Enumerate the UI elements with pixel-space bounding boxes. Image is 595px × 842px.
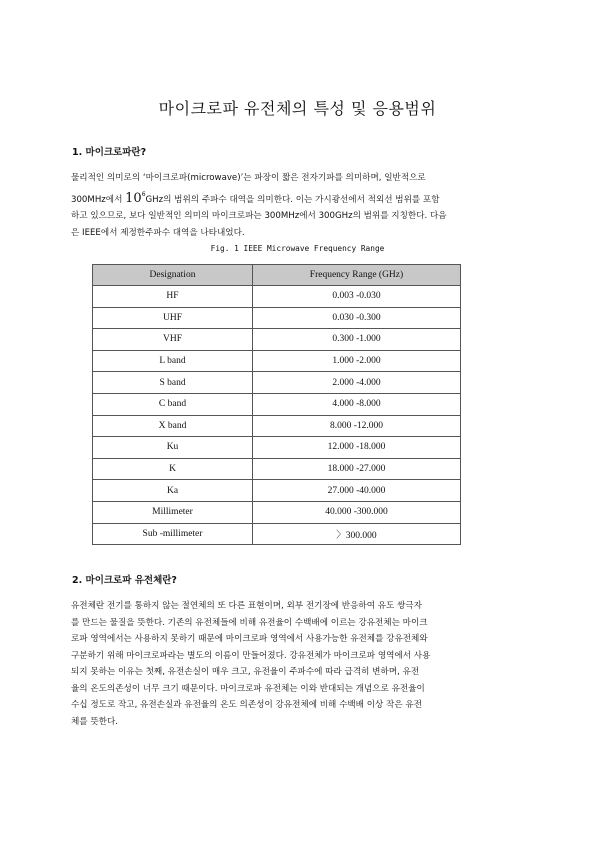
frequency-range-cell: 0.300 -1.000 (253, 329, 461, 351)
frequency-range-cell: 12.000 -18.000 (253, 437, 461, 459)
frequency-table (92, 264, 461, 545)
table-row (93, 286, 461, 308)
paragraph-line: 로파 영역에서는 사용하지 못하기 때문에 마이크로파 영역에서 사용가능한 유전체를 강유전체와 (71, 634, 428, 644)
designation-cell: S band (93, 372, 253, 394)
text-run: GHz의 범위의 주파수 대역을 의미한다. 이는 가시광선에서 적외선 범위를 포함 (145, 194, 440, 205)
table-row (93, 329, 461, 351)
section-2-paragraph (71, 598, 523, 730)
table-row (93, 480, 461, 502)
table-row (93, 350, 461, 372)
frequency-range-cell: 18.000 -27.000 (253, 458, 461, 480)
designation-cell: HF (93, 286, 253, 308)
frequency-range-cell: 8.000 -12.000 (253, 415, 461, 437)
designation-cell: Ka (93, 480, 253, 502)
frequency-range-cell: 40.000 -300.000 (253, 501, 461, 523)
designation-cell: L band (93, 350, 253, 372)
power-base: 10 (125, 190, 142, 206)
paragraph-line: 수십 정도로 작고, 유전손실과 유전율의 온도 의존성이 강유전체에 비해 수백배 이상 작은 유전 (71, 700, 422, 710)
frequency-range-cell: 0.030 -0.300 (253, 307, 461, 329)
table-row (93, 523, 461, 545)
designation-cell: Ku (93, 437, 253, 459)
designation-cell: K (93, 458, 253, 480)
paragraph-line: 체를 뜻한다. (71, 716, 118, 727)
table-row (93, 437, 461, 459)
paragraph-line: 하고 있으므로, 보다 일반적인 의미의 마이크로파는 300MHz에서 300GHz의 범위를 지칭한다. 다음 (71, 211, 447, 221)
table-row (93, 307, 461, 329)
column-header-designation: Designation (93, 265, 253, 286)
frequency-range-cell: 1.000 -2.000 (253, 350, 461, 372)
designation-cell: Millimeter (93, 501, 253, 523)
text-run: 300MHz에서 (71, 194, 126, 205)
section-1-heading: 1. 마이크로파란? (72, 147, 147, 158)
frequency-range-cell: 27.000 -40.000 (253, 480, 461, 502)
frequency-range-cell: 〉300.000 (253, 523, 461, 545)
frequency-range-cell: 4.000 -8.000 (253, 393, 461, 415)
table-row (93, 415, 461, 437)
frequency-range-cell: 0.003 -0.030 (253, 286, 461, 308)
table-row (93, 393, 461, 415)
paragraph-line: 되지 못하는 이유는 첫째, 유전손실이 매우 크고, 유전율이 주파수에 따라 급격히 변하며, 유전 (71, 667, 420, 677)
paragraph-line: 물리적인 의미로의 ‘마이크로파(microwave)’는 파장이 짧은 전자기파를 의미하며, 일반적으로 (71, 173, 426, 183)
paragraph-line: 율의 온도의존성이 너무 크기 때문이다. 마이크로파 유전체는 이와 반대되는 개념으로 유전율이 (71, 683, 425, 694)
paragraph-line: 구분하기 위해 마이크로파라는 별도의 이름이 만들어졌다. 강유전체가 마이크로파 영역에서 사용 (71, 650, 431, 661)
column-header-frequency-range: Frequency Range (GHz) (253, 265, 461, 286)
frequency-range-cell: 2.000 -4.000 (253, 372, 461, 394)
table-body (93, 286, 461, 545)
page-title: 마이크로파 유전체의 특성 및 응용범위 (158, 99, 437, 118)
paragraph-line: 유전체란 전기를 통하지 않는 절연체의 또 다른 표현이며, 외부 전기장에 반응하여 유도 쌍극자 (71, 601, 422, 611)
table-caption: Fig. 1 IEEE Microwave Frequency Range (210, 244, 385, 253)
table-row (93, 372, 461, 394)
table-header-row (93, 265, 461, 286)
designation-cell: X band (93, 415, 253, 437)
designation-cell: VHF (93, 329, 253, 351)
section-2-heading: 2. 마이크로파 유전체란? (72, 575, 177, 586)
designation-cell: Sub -millimeter (93, 523, 253, 545)
power-exponent: 6 (141, 190, 146, 198)
table-row (93, 501, 461, 523)
paragraph-line (71, 187, 523, 209)
paragraph-line: 를 만드는 물질을 뜻한다. 기존의 유전체들에 비해 유전율이 수백배에 이르는 강유전체는 마이크 (71, 617, 428, 628)
designation-cell: C band (93, 393, 253, 415)
table-row (93, 458, 461, 480)
designation-cell: UHF (93, 307, 253, 329)
paragraph-line: 은 IEEE에서 제정한주파수 대역을 나타내었다. (71, 227, 245, 238)
section-1-paragraph (71, 170, 523, 241)
